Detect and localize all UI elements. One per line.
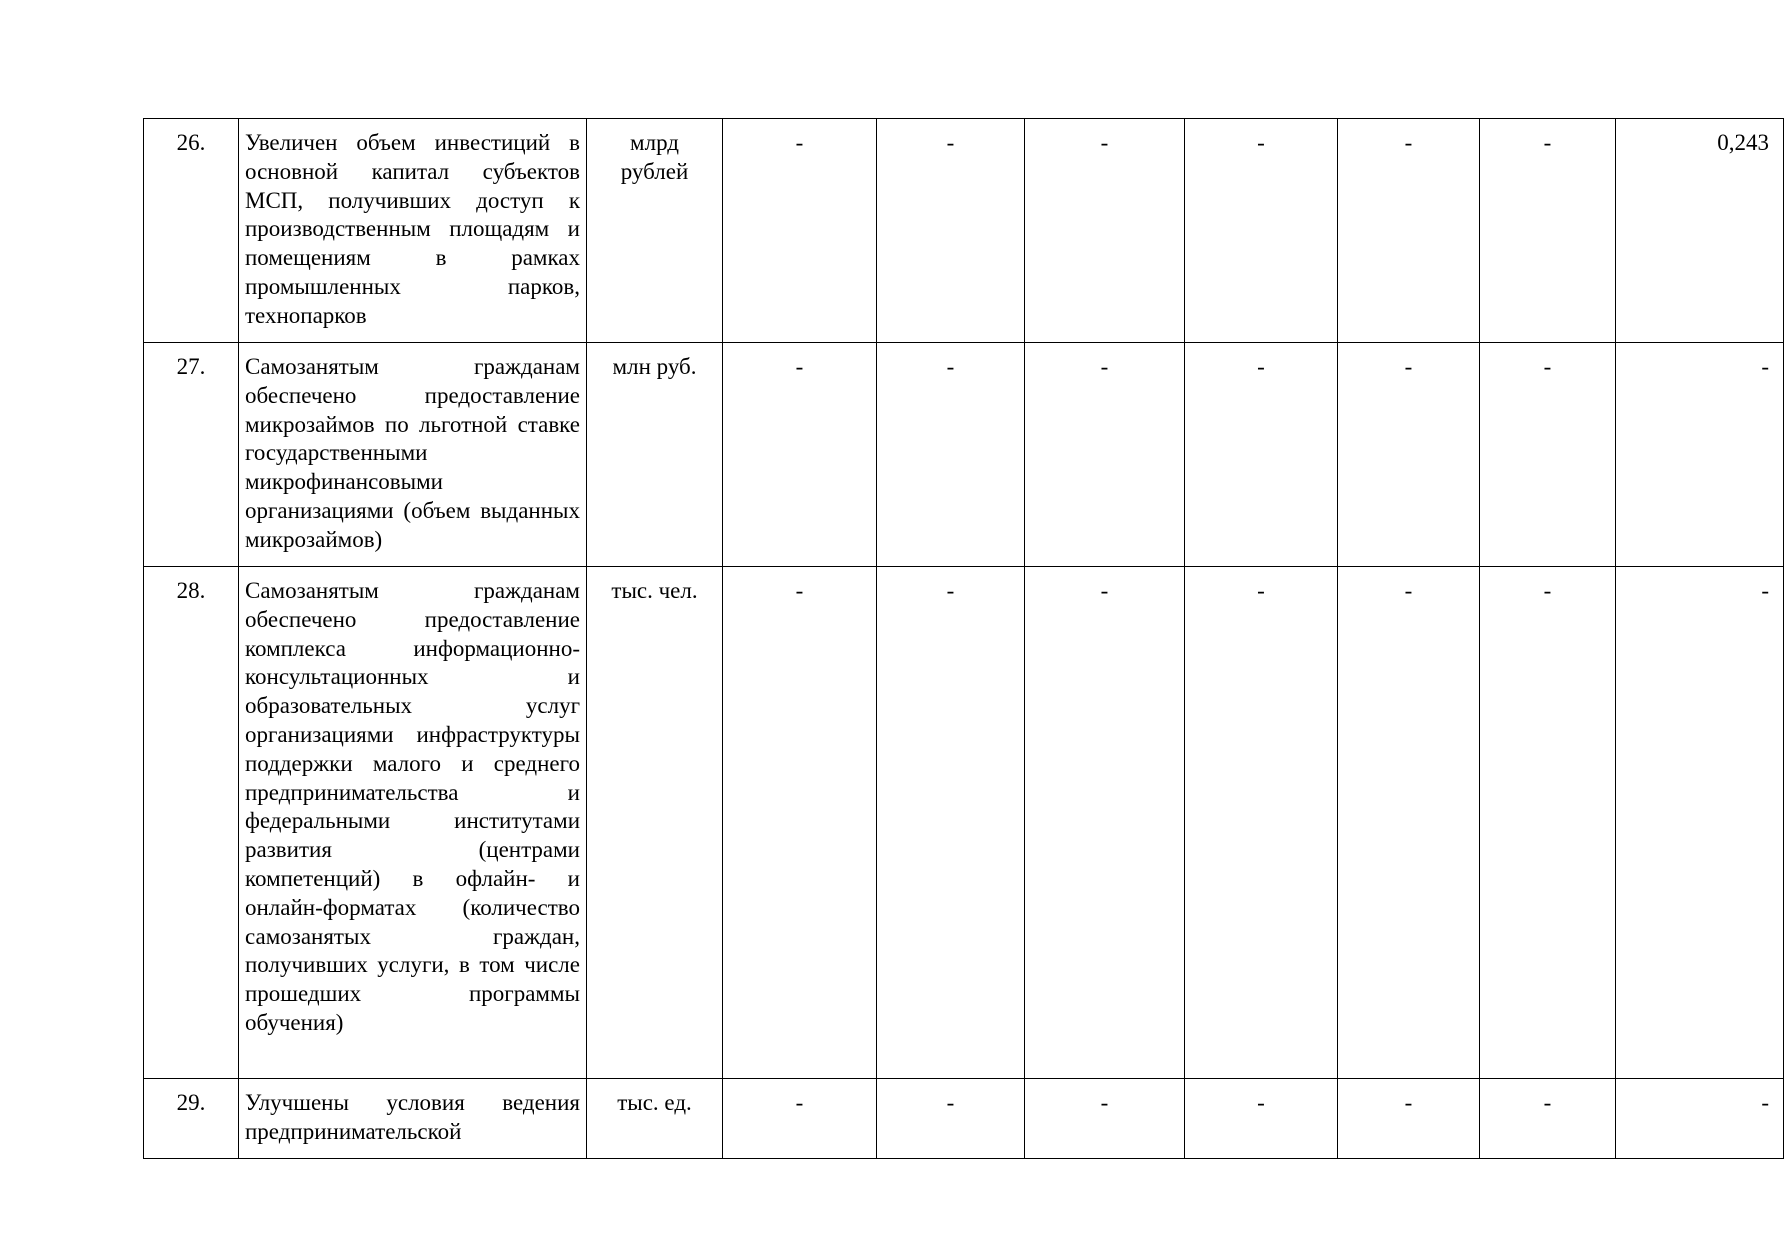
row-number: 28. (144, 567, 239, 1079)
row-value: - (1616, 1079, 1784, 1159)
row-unit: млн руб. (587, 343, 723, 567)
row-value: - (877, 119, 1025, 343)
row-value: - (1480, 343, 1616, 567)
table-row (144, 567, 1784, 1079)
row-value: - (723, 119, 877, 343)
row-description: Самозанятым гражданам обеспечено предоставление микрозаймов по льготной ставке государственными микрофинансовыми организациями (объем выданных микрозаймов) (239, 343, 587, 567)
row-value: - (1616, 567, 1784, 1079)
row-unit: тыс. ед. (587, 1079, 723, 1159)
row-value: - (1480, 119, 1616, 343)
row-value: - (1185, 119, 1338, 343)
row-value: - (877, 567, 1025, 1079)
row-value: - (1025, 119, 1185, 343)
row-description: Самозанятым гражданам обеспечено предоставление комплекса информационно-консультационных и образовательных услуг организациями инфраструктуры поддержки малого и среднего предпринимательства и федеральными институтами развития (центрами компетенций) в офлайн- и онлайн-форматах (количество самозанятых граждан, получивших услуги, в том числе прошедших программы обучения) (239, 567, 587, 1079)
row-value: - (1480, 1079, 1616, 1159)
row-value: - (877, 1079, 1025, 1159)
row-value: - (1185, 1079, 1338, 1159)
row-value: - (877, 343, 1025, 567)
row-value: 0,243 (1616, 119, 1784, 343)
row-value: - (723, 1079, 877, 1159)
row-value: - (723, 343, 877, 567)
table-row (144, 343, 1784, 567)
row-description: Увеличен объем инвестиций в основной капитал субъектов МСП, получивших доступ к производственным площадям и помещениям в рамках промышленных парков, технопарков (239, 119, 587, 343)
indicators-table (143, 118, 1784, 1159)
row-value: - (1025, 343, 1185, 567)
row-value: - (1616, 343, 1784, 567)
row-value: - (1480, 567, 1616, 1079)
row-number: 27. (144, 343, 239, 567)
row-value: - (1338, 343, 1480, 567)
table-row (144, 1079, 1784, 1159)
row-value: - (1338, 1079, 1480, 1159)
row-number: 26. (144, 119, 239, 343)
row-value: - (1025, 567, 1185, 1079)
row-description: Улучшены условия ведения предпринимательской (239, 1079, 587, 1159)
row-value: - (1338, 119, 1480, 343)
row-value: - (1185, 567, 1338, 1079)
row-unit: тыс. чел. (587, 567, 723, 1079)
row-value: - (723, 567, 877, 1079)
row-value: - (1185, 343, 1338, 567)
row-value: - (1338, 567, 1480, 1079)
row-unit: млрд рублей (587, 119, 723, 343)
table-row (144, 119, 1784, 343)
row-number: 29. (144, 1079, 239, 1159)
row-value: - (1025, 1079, 1185, 1159)
